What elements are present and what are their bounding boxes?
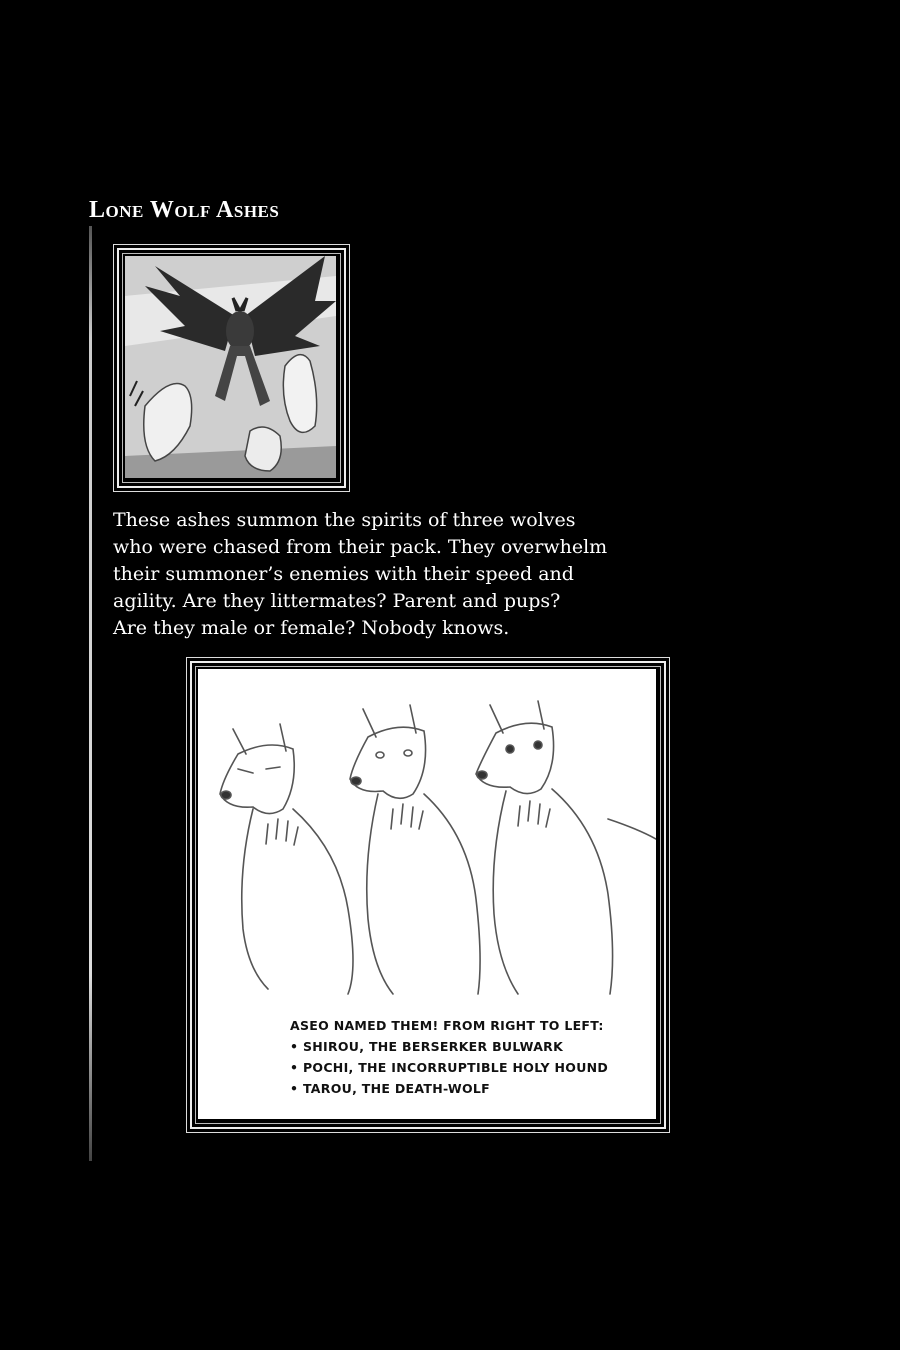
- dragon-and-wolves-illustration: [125, 256, 336, 478]
- caption-item: • TAROU, THE DEATH-WOLF: [290, 1081, 491, 1096]
- caption-item: • SHIROU, THE BERSERKER BULWARK: [290, 1039, 564, 1054]
- caption-item: • POCHI, THE INCORRUPTIBLE HOLY HOUND: [290, 1060, 609, 1075]
- section-title: Lone Wolf Ashes: [89, 197, 280, 223]
- description-paragraph: [113, 507, 673, 642]
- paragraph-line: who were chased from their pack. They overwhelm: [113, 536, 608, 558]
- paragraph-line: their summoner’s enemies with their speed and: [113, 563, 574, 585]
- paragraph-line: These ashes summon the spirits of three wolves: [113, 509, 576, 531]
- illustration-caption: [290, 1015, 608, 1099]
- caption-heading: ASEO NAMED THEM! FROM RIGHT TO LEFT:: [290, 1018, 604, 1033]
- paragraph-line: agility. Are they littermates? Parent and pups?: [113, 590, 561, 612]
- margin-rule: [89, 226, 92, 1161]
- paragraph-line: Are they male or female? Nobody knows.: [113, 617, 510, 639]
